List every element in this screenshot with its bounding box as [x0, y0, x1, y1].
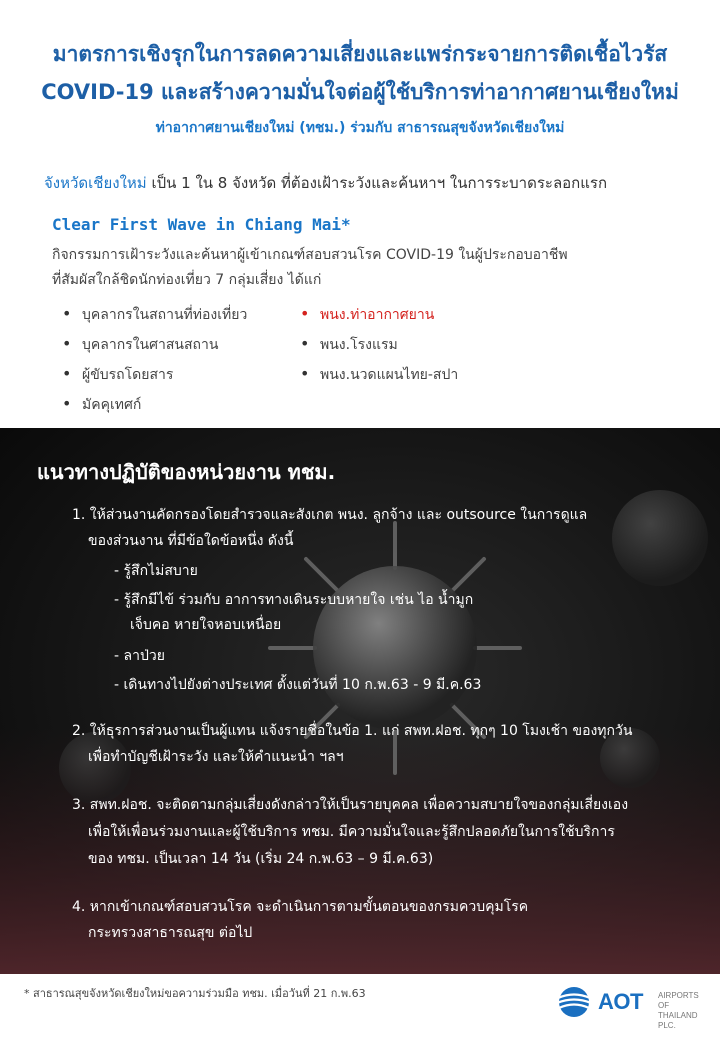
guideline-item-3: 3. สพท.ฝอช. จะติดตามกลุ่มเสี่ยงดังกล่าวให้เป็นรายบุคคล เพื่อความสบายใจของกลุ่มเสี่ยงเอง	[72, 797, 629, 813]
risk-group-list-left	[62, 299, 247, 419]
list-item: • มัคคุเทศก์	[62, 389, 247, 419]
guidelines-title: แนวทางปฏิบัติของหน่วยงาน ทชม.	[37, 460, 336, 484]
guideline-item-3-cont: ของ ทชม. เป็นเวลา 14 วัน (เริ่ม 24 ก.พ.63 – 9 มี.ค.63)	[88, 851, 434, 867]
list-item: • พนง.นวดแผนไทย-สปา	[300, 359, 458, 389]
intro-text	[44, 171, 607, 195]
clear-first-wave-description	[52, 243, 568, 293]
list-item: • บุคลากรในสถานที่ท่องเที่ยว	[62, 299, 247, 329]
bullet-icon: •	[300, 364, 310, 383]
clear-first-wave-title: Clear First Wave in Chiang Mai*	[52, 215, 351, 234]
risk-group-list-right	[300, 299, 458, 389]
bullet-icon: •	[62, 394, 72, 413]
info-section	[0, 0, 720, 428]
footnote: * สาธารณสุขจังหวัดเชียงใหม่ขอความร่วมมือ ทชม. เมื่อวันที่ 21 ก.พ.63	[24, 987, 366, 1000]
page-title-line1: มาตรการเชิงรุกในการลดความเสี่ยงและแพร่กระจายการติดเชื้อไวรัส	[52, 42, 668, 66]
bullet-icon: •	[300, 334, 310, 353]
bullet-icon: •	[62, 304, 72, 323]
guideline-item-4-cont: กระทรวงสาธารณสุข ต่อไป	[88, 925, 253, 941]
guideline-item-1-cont: ของส่วนงาน ที่มีข้อใดข้อหนึ่ง ดังนี้	[88, 533, 294, 549]
symptom-item: - รู้สึกไม่สบาย	[114, 563, 198, 579]
symptom-item: - รู้สึกมีไข้ ร่วมกับ อาการทางเดินระบบหายใจ เช่น ไอ น้ำมูก	[114, 592, 474, 608]
symptom-item: - ลาป่วย	[114, 648, 165, 664]
guideline-item-2-cont: เพื่อทำบัญชีเฝ้าระวัง และให้คำแนะนำ ฯลฯ	[88, 749, 344, 765]
symptom-item-cont: เจ็บคอ หายใจหอบเหนื่อย	[130, 617, 282, 633]
guidelines-section	[0, 428, 720, 974]
list-item: • บุคลากรในศาสนสถาน	[62, 329, 247, 359]
description-line: กิจกรรมการเฝ้าระวังและค้นหาผู้เข้าเกณฑ์สอบสวนโรค COVID-19 ในผู้ประกอบอาชีพ	[52, 247, 568, 263]
guideline-item-4: 4. หากเข้าเกณฑ์สอบสวนโรค จะดำเนินการตามขั้นตอนของกรมควบคุมโรค	[72, 899, 529, 915]
list-item: • ผู้ขับรถโดยสาร	[62, 359, 247, 389]
bullet-icon: •	[62, 364, 72, 383]
list-item-highlighted: • พนง.ท่าอากาศยาน	[300, 299, 458, 329]
description-line: ที่สัมผัสใกล้ชิดนักท่องเที่ยว 7 กลุ่มเสี่ยง ได้แก่	[52, 272, 322, 288]
guideline-item-2: 2. ให้ธุรการส่วนงานเป็นผู้แทน แจ้งรายชื่อในข้อ 1. แก่ สพท.ฝอช. ทุกๆ 10 โมงเช้า ของทุกวัน	[72, 723, 633, 739]
list-item: • พนง.โรงแรม	[300, 329, 458, 359]
guideline-item-3-cont: เพื่อให้เพื่อนร่วมงานและผู้ใช้บริการ ทชม. มีความมั่นใจและรู้สึกปลอดภัยในการใช้บริการ	[88, 824, 615, 840]
bullet-icon: •	[62, 334, 72, 353]
bullet-icon: •	[300, 304, 310, 323]
aot-wave-icon	[552, 985, 596, 1019]
logo-subtext: AIRPORTS OF THAILAND PLC.	[658, 991, 699, 1030]
logo-wordmark: AOT	[598, 989, 643, 1014]
intro-rest: เป็น 1 ใน 8 จังหวัด ที่ต้องเฝ้าระวังและค้นหาฯ ในการระบาดระลอกแรก	[146, 174, 608, 192]
guideline-item-1: 1. ให้ส่วนงานคัดกรองโดยสำรวจและสังเกต พนง. ลูกจ้าง และ outsource ในการดูแล	[72, 507, 588, 523]
aot-logo	[552, 985, 712, 1030]
page-subtitle: ท่าอากาศยานเชียงใหม่ (ทชม.) ร่วมกับ สาธารณสุขจังหวัดเชียงใหม่	[155, 120, 565, 136]
symptom-item: - เดินทางไปยังต่างประเทศ ตั้งแต่วันที่ 10 ก.พ.63 - 9 มี.ค.63	[114, 677, 482, 693]
page-title-line2: COVID-19 และสร้างความมั่นใจต่อผู้ใช้บริการท่าอากาศยานเชียงใหม่	[41, 80, 679, 104]
intro-highlight: จังหวัดเชียงใหม่	[44, 174, 147, 192]
